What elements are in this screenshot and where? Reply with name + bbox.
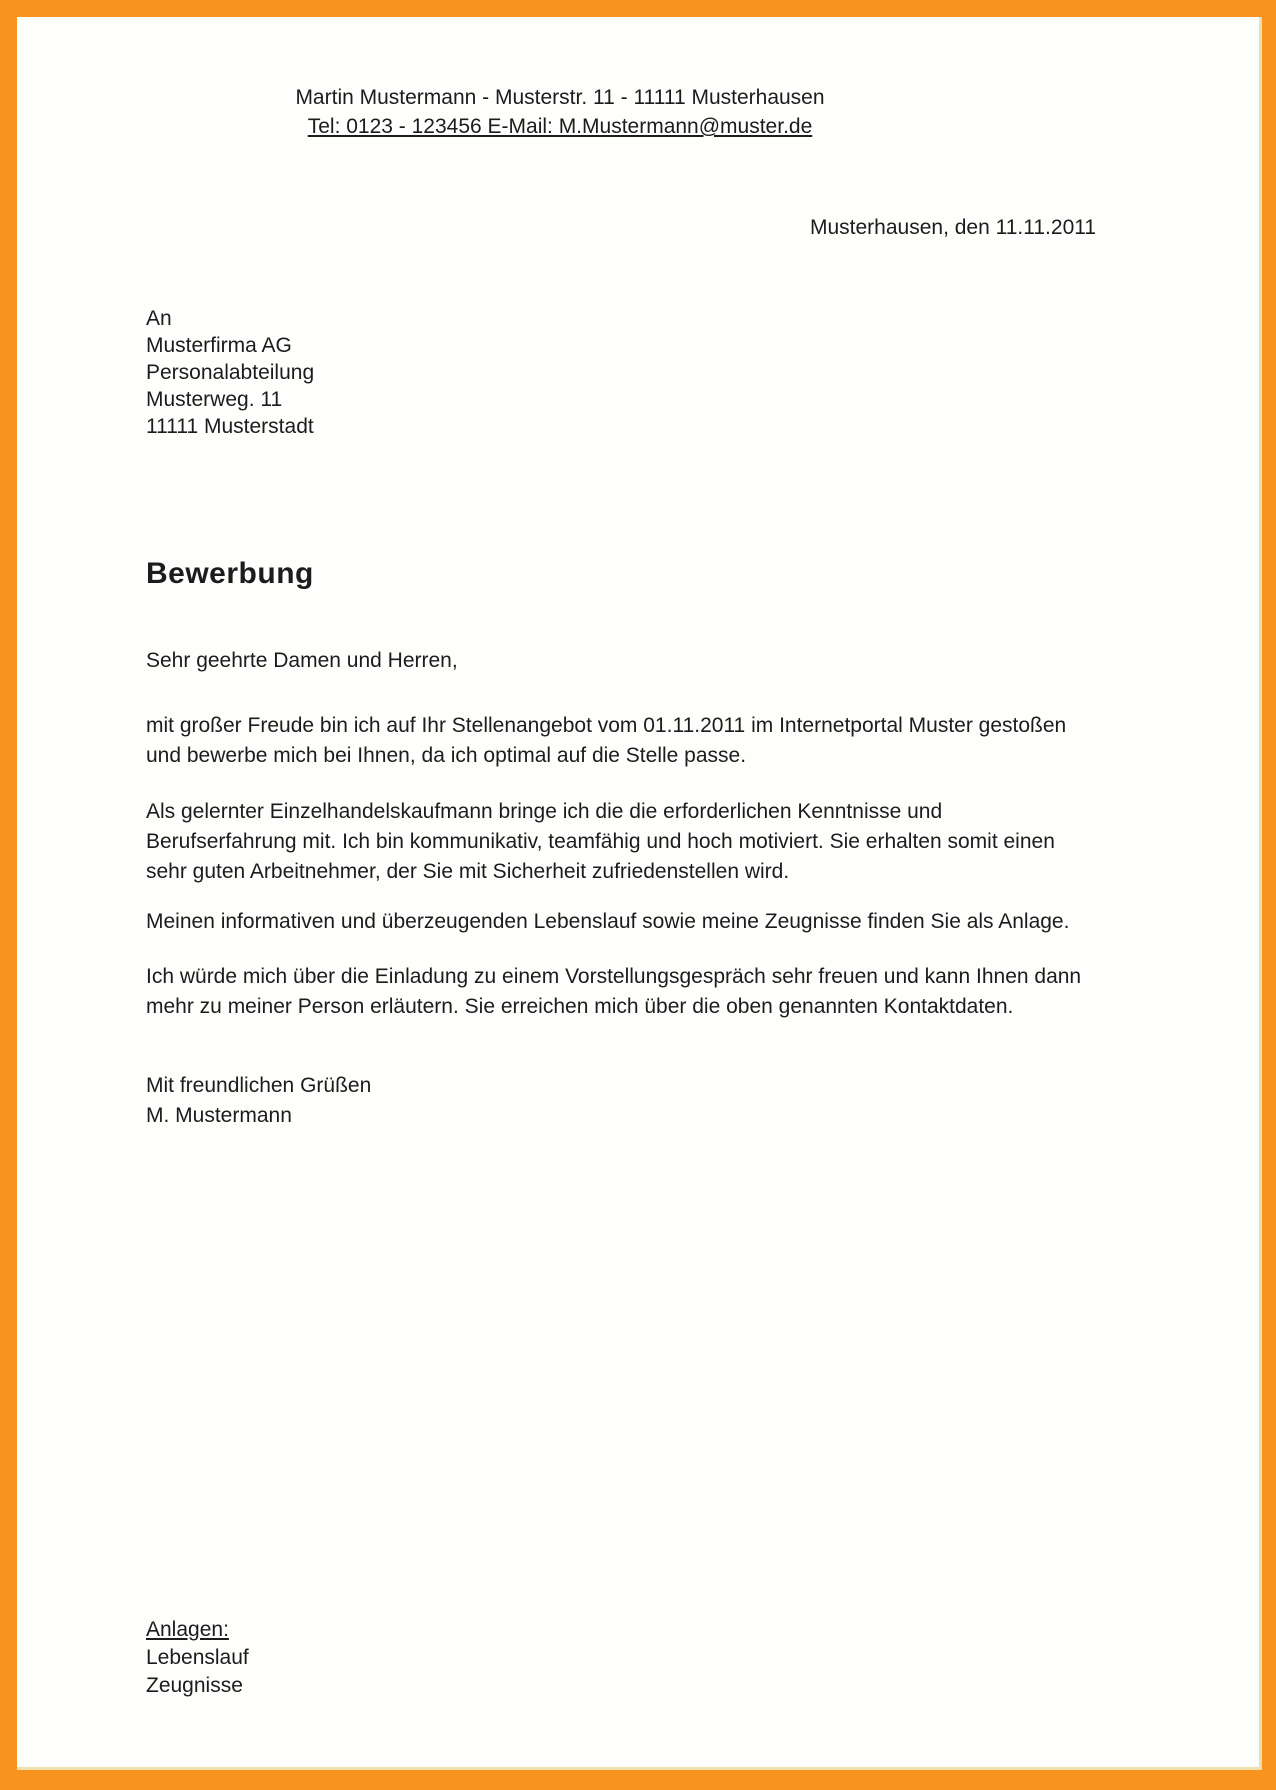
signature-name: M. Mustermann [146,1104,292,1127]
body-paragraph: Als gelernter Einzelhandelskaufmann bringe ich die die erforderlichen Kenntnisse und Berufserfahrung mit. Ich bin kommunikativ, teamfähig und hoch motiviert. Sie erhalten somit einen sehr guten Arbeitnehmer, der Sie mit Sicherheit zufriedenstellen wird. [146,800,1055,883]
sender-header [17,83,1103,141]
subject-heading: Bewerbung [146,557,314,590]
recipient-line: 11111 Musterstadt [146,415,314,438]
date-line: Musterhausen, den 11.11.2011 [810,216,1097,239]
enclosures-label: Anlagen: [146,1618,229,1641]
enclosure-item: Zeugnisse [146,1674,243,1697]
sender-contact-line: Tel: 0123 - 123456 E-Mail: M.Mustermann@muster.de [307,115,813,138]
recipient-line: An [146,307,172,330]
recipient-line: Musterweg. 11 [146,388,283,411]
closing-block [146,1071,371,1131]
salutation: Sehr geehrte Damen und Herren, [146,649,458,672]
recipient-address [146,305,314,440]
enclosure-item: Lebenslauf [146,1646,249,1669]
body-paragraph: Meinen informativen und überzeugenden Lebenslauf sowie meine Zeugnisse finden Sie als Anlage. [146,910,1070,933]
recipient-line: Musterfirma AG [146,334,292,357]
closing-phrase: Mit freundlichen Grüßen [146,1074,372,1097]
sender-address-line: Martin Mustermann - Musterstr. 11 - 11111 Musterhausen [295,86,825,109]
body-paragraph: mit großer Freude bin ich auf Ihr Stellenangebot vom 01.11.2011 im Internetportal Muster gestoßen und bewerbe mich bei Ihnen, da ich optimal auf die Stelle passe. [146,714,1067,767]
body-paragraph: Ich würde mich über die Einladung zu einem Vorstellungsgespräch sehr freuen und kann Ihnen dann mehr zu meiner Person erläutern. Sie erreichen mich über die oben genannten Kontaktdaten. [146,965,1082,1018]
enclosures-block [146,1616,249,1700]
recipient-line: Personalabteilung [146,361,315,384]
letter-sheet [17,17,1262,1770]
